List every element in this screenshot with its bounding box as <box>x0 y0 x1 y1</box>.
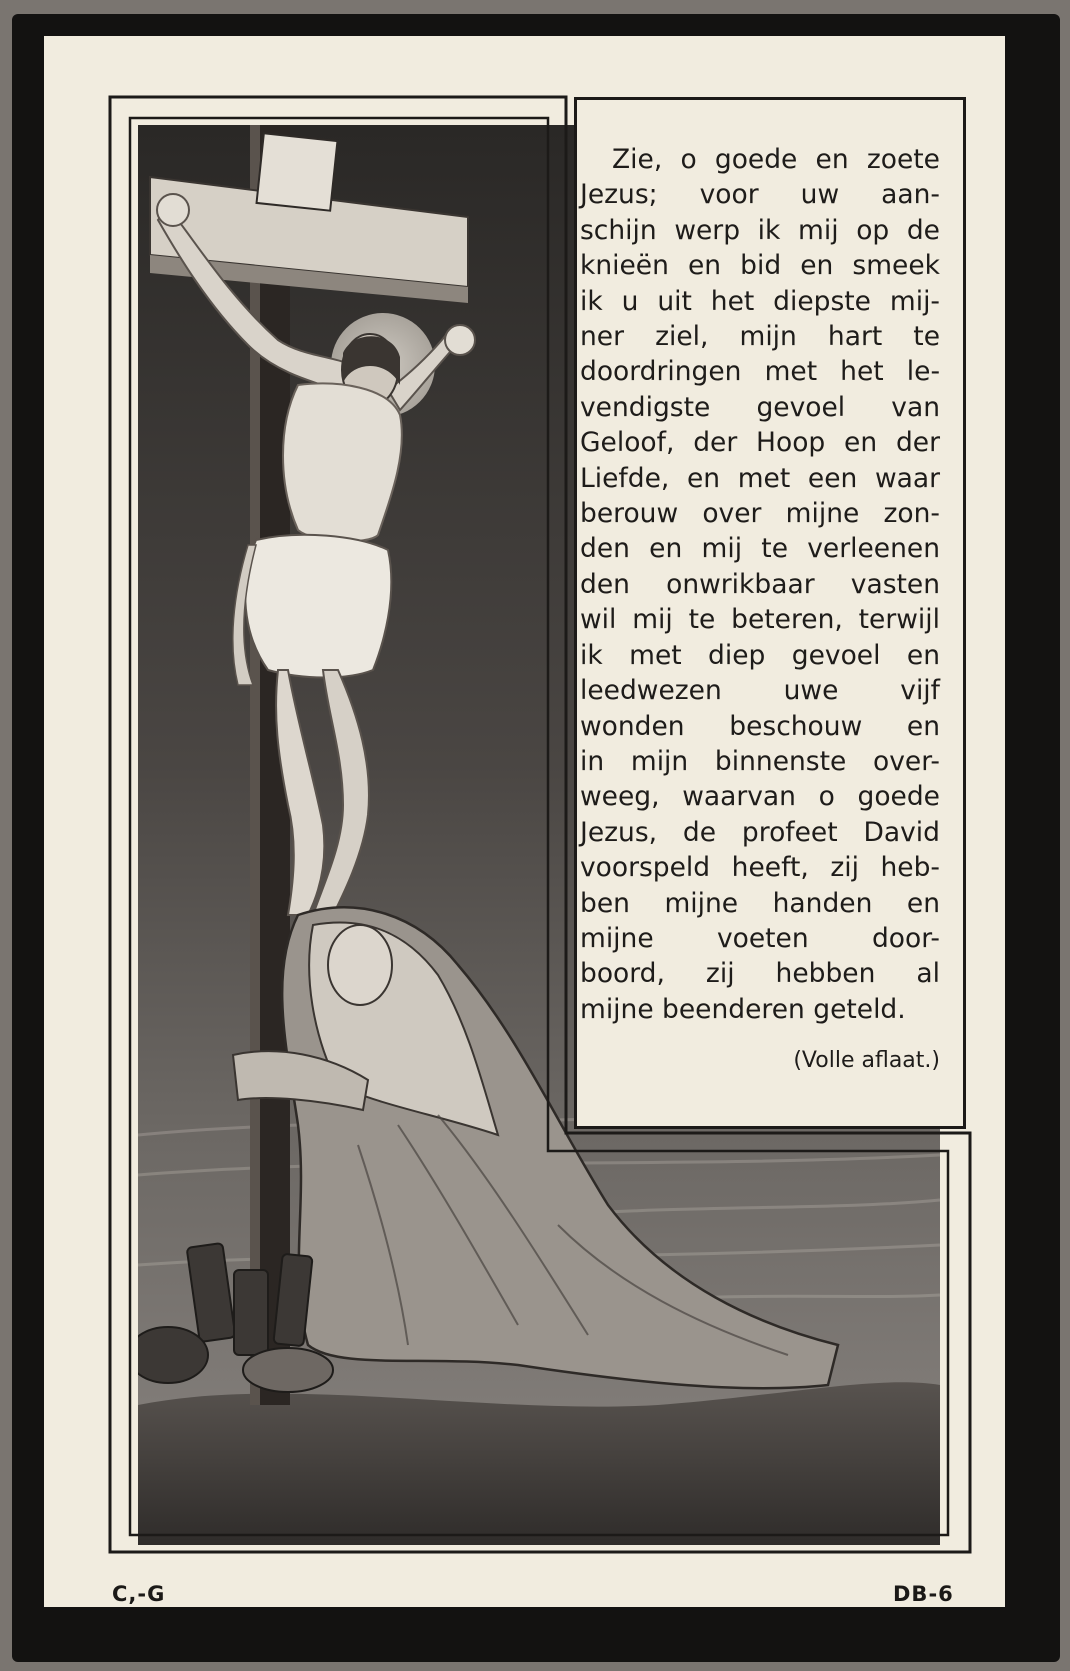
prayer-line: voorspeld heeft, zij heb- <box>580 852 940 884</box>
christ-torso <box>283 384 402 542</box>
kneeling-woman-face <box>328 925 392 1005</box>
prayer-line: wonden beschouw en <box>580 710 940 742</box>
prayer-line: Jezus, de profeet David <box>580 816 940 848</box>
prayer-line: ner ziel, mijn hart te <box>580 321 940 353</box>
prayer-line: Zie, o goede en zoete <box>612 144 940 175</box>
prayer-line: Liefde, en met een waar <box>580 462 940 494</box>
prayer-line: knieën en bid en smeek <box>580 250 940 282</box>
prayer-line: vendigste gevoel van <box>580 391 940 423</box>
prayer-line: berouw over mijne zon- <box>580 498 940 530</box>
loincloth <box>245 535 391 678</box>
prayer-line: wil mij te beteren, terwijl <box>580 604 940 636</box>
prayer-text <box>580 142 940 1027</box>
printer-code: C,-G <box>112 1582 166 1606</box>
prayer-line: mijne beenderen geteld. <box>580 993 906 1025</box>
ground <box>138 1382 940 1545</box>
prayer-line: ik u uit het diepste mij- <box>580 285 940 317</box>
prayer-line: schijn werp ik mij op de <box>580 214 940 246</box>
prayer-line: ben mijne handen en <box>580 887 940 919</box>
prayer-line: mijne voeten door- <box>580 922 940 954</box>
prayer-line: weeg, waarvan o goede <box>580 781 940 813</box>
prayer-line: boord, zij hebben al <box>580 958 940 990</box>
titulus-plaque <box>257 133 338 210</box>
prayer-line: Geloof, der Hoop en der <box>580 427 940 459</box>
card-number: DB-6 <box>893 1582 954 1606</box>
prayer-line: leedwezen uwe vijf <box>580 675 940 707</box>
indulgence-note: (Volle aflaat.) <box>793 1048 940 1073</box>
prayer-line: den en mij te verleenen <box>580 533 940 565</box>
prayer-line: doordringen met het le- <box>580 356 940 388</box>
prayer-line: ik met diep gevoel en <box>580 639 940 671</box>
prayer-line: Jezus; voor uw aan- <box>580 179 940 211</box>
prayer-line: den onwrikbaar vasten <box>580 568 940 600</box>
prayer-line: in mijn binnenste over- <box>580 745 940 777</box>
